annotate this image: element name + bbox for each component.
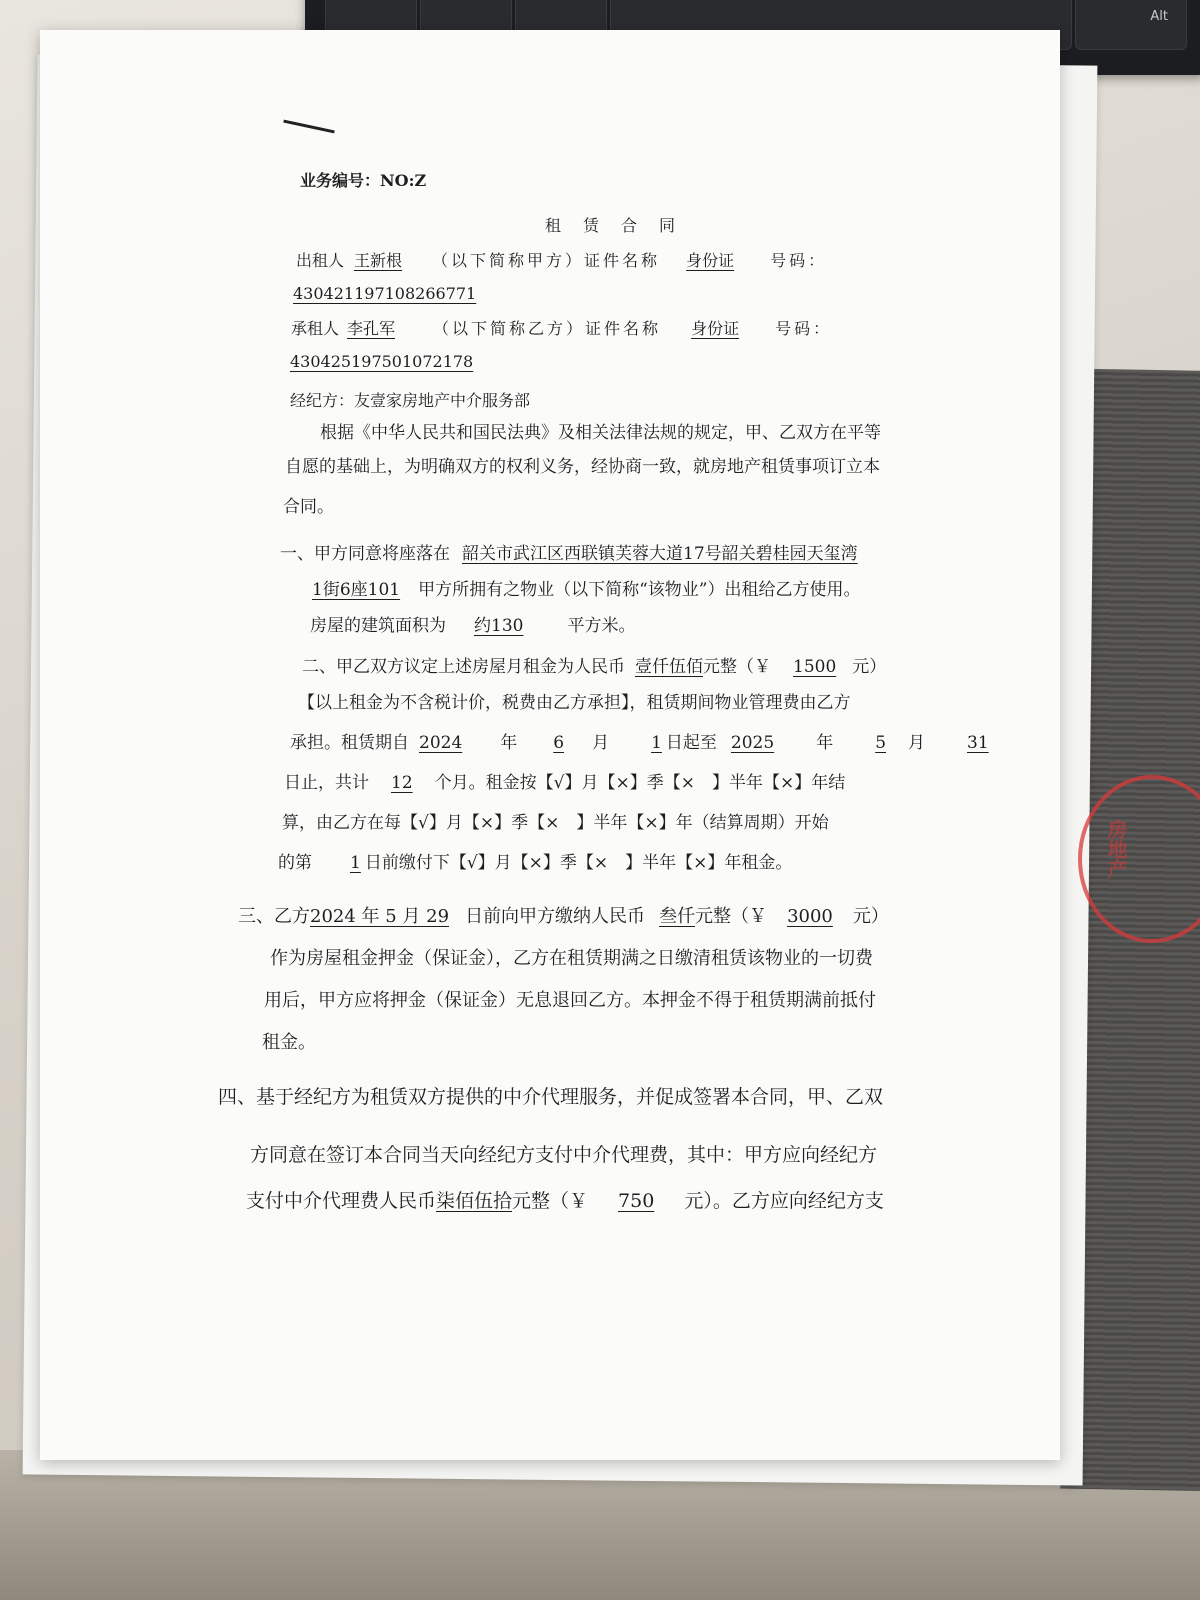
rent-amount: 1500 [793,657,837,677]
term-lead: 承担。租赁期自 [290,733,409,753]
deposit-day-label: 日 [465,906,484,927]
clause4-line1: 四、基于经纪方为租赁双方提供的中介代理服务，并促成签署本合同，甲、乙双 [218,1086,884,1108]
lessor-name: 王新根 [354,251,403,270]
pay-options: 日前缴付下【√】月【×】季【× 】半年【×】年租金。 [364,853,793,873]
lessor-id-type-label: 证件名称 [584,251,661,270]
lessee-number-label: 号码： [775,319,833,338]
clause3-line2: 作为房屋租金押金（保证金），乙方在租赁期满之日缴清租赁该物业的一切费 [270,948,873,969]
start-year-label: 年 [500,733,518,753]
alt-key [1075,0,1187,50]
business-number [300,168,426,191]
property-unit: 1街6座101 [312,580,401,600]
clause2-lead: 二、甲乙双方议定上述房屋月租金为人民币 [302,657,625,677]
fee-tail: 元）。乙方应向经纪方支 [684,1190,884,1212]
seal-glyphs: 房地产 [1104,819,1128,879]
clause1-tail: 甲方所拥有之物业（以下简称“该物业”）出租给乙方使用。 [418,580,861,600]
end-year-label: 年 [816,733,834,753]
lessee-alias: （以下简称乙方） [433,319,586,338]
lessee-name: 李孔军 [347,319,396,338]
clause2-line3 [290,728,995,753]
clause3-mid2: 元整（￥ [695,906,768,927]
deposit-date: 2024 年 5 月 29 [310,906,450,927]
lessee-label: 承租人 [291,319,340,338]
fee-words: 柒佰伍拾 [436,1190,513,1212]
start-month-label: 月 [592,733,610,753]
business-number-value: NO:Z [380,171,427,190]
lessor-alias: （以下简称甲方） [432,251,585,270]
rent-tail: 元） [852,657,887,677]
total-lead: 日止，共计 [284,773,369,793]
clause3-lead: 三、乙方 [238,906,310,927]
start-day: 1 [651,733,662,753]
business-number-label: 业务编号： [300,171,381,190]
lessee-id-type: 身份证 [691,319,740,338]
agent-line: 经纪方：友壹家房地产中介服务部 [290,391,531,410]
clause1-lead: 一、甲方同意将座落在 [280,544,450,564]
alt-key-label: Alt [1150,9,1168,24]
lessor-label: 出租人 [296,251,345,270]
area-lead: 房屋的建筑面积为 [310,616,446,636]
end-month: 5 [875,733,887,753]
clause3-line3: 用后，甲方应将押金（保证金）无息退回乙方。本押金不得于租赁期满前抵付 [264,990,876,1011]
rent-words: 壹仟伍佰 [635,657,703,677]
lessee-id-type-label: 证件名称 [585,319,662,338]
property-address: 韶关市武江区西联镇芙蓉大道17号韶关碧桂园天玺湾 [462,544,858,564]
building-area: 约130 [474,616,524,636]
deposit-amount: 3000 [787,906,833,927]
lessor-id-type: 身份证 [686,251,735,270]
lessor-id-number: 430421197108266771 [293,284,477,303]
lessee-line [291,316,832,339]
area-unit: 平方米。 [567,616,636,636]
fee-lead: 支付中介代理费人民币 [246,1190,437,1212]
clause4-line2: 方同意在签订本合同当天向经纪方支付中介代理费，其中：甲方应向经纪方 [250,1144,878,1166]
clause4-line3 [246,1186,884,1213]
start-year: 2024 [419,733,463,753]
lessor-number-label: 号码： [770,251,828,270]
settlement-options: 个月。租金按【√】月【×】季【× 】半年【×】年结 [434,773,846,793]
clause1-line3 [310,611,635,636]
deposit-words: 叁仟 [659,906,696,927]
pay-lead: 的第 [278,853,312,873]
fee-amount: 750 [618,1190,655,1212]
term-mid: 日起至 [665,733,717,753]
clause2-line2: 【以上租金为不含税计价，税费由乙方承担】，租赁期间物业管理费由乙方 [298,693,851,713]
end-day: 31 [967,733,989,753]
fee-mid: 元整（￥ [512,1190,589,1212]
end-month-label: 月 [908,733,926,753]
clause2-line4 [284,768,845,793]
clause1-line2 [312,575,860,600]
contract-title: 租 赁 合 同 [545,216,679,235]
clause2-line1 [302,652,886,677]
start-month: 6 [553,733,565,753]
clause3-line1 [238,902,889,928]
pay-day: 1 [350,853,361,873]
clause3-tail: 元） [852,906,889,927]
clause2-line5: 算，由乙方在每【√】月【×】季【× 】半年【×】年（结算周期）开始 [282,813,829,833]
preamble-line: 合同。 [283,497,334,517]
lessor-line [296,248,827,271]
lessee-id-number: 430425197501072178 [290,352,474,371]
clause2-line6 [278,848,792,873]
end-year: 2025 [730,733,775,753]
preamble-line: 自愿的基础上，为明确双方的权利义务，经协商一致，就房地产租赁事项订立本 [285,457,880,477]
clause3-mid: 前向甲方缴纳人民币 [483,906,646,927]
clause3-line4: 租金。 [262,1032,316,1053]
preamble-line: 根据《中华人民共和国民法典》及相关法律法规的规定，甲、乙双方在平等 [320,423,881,443]
rent-mid: 元整（￥ [703,657,771,677]
total-months: 12 [391,773,413,793]
clause1-line1 [280,539,858,564]
